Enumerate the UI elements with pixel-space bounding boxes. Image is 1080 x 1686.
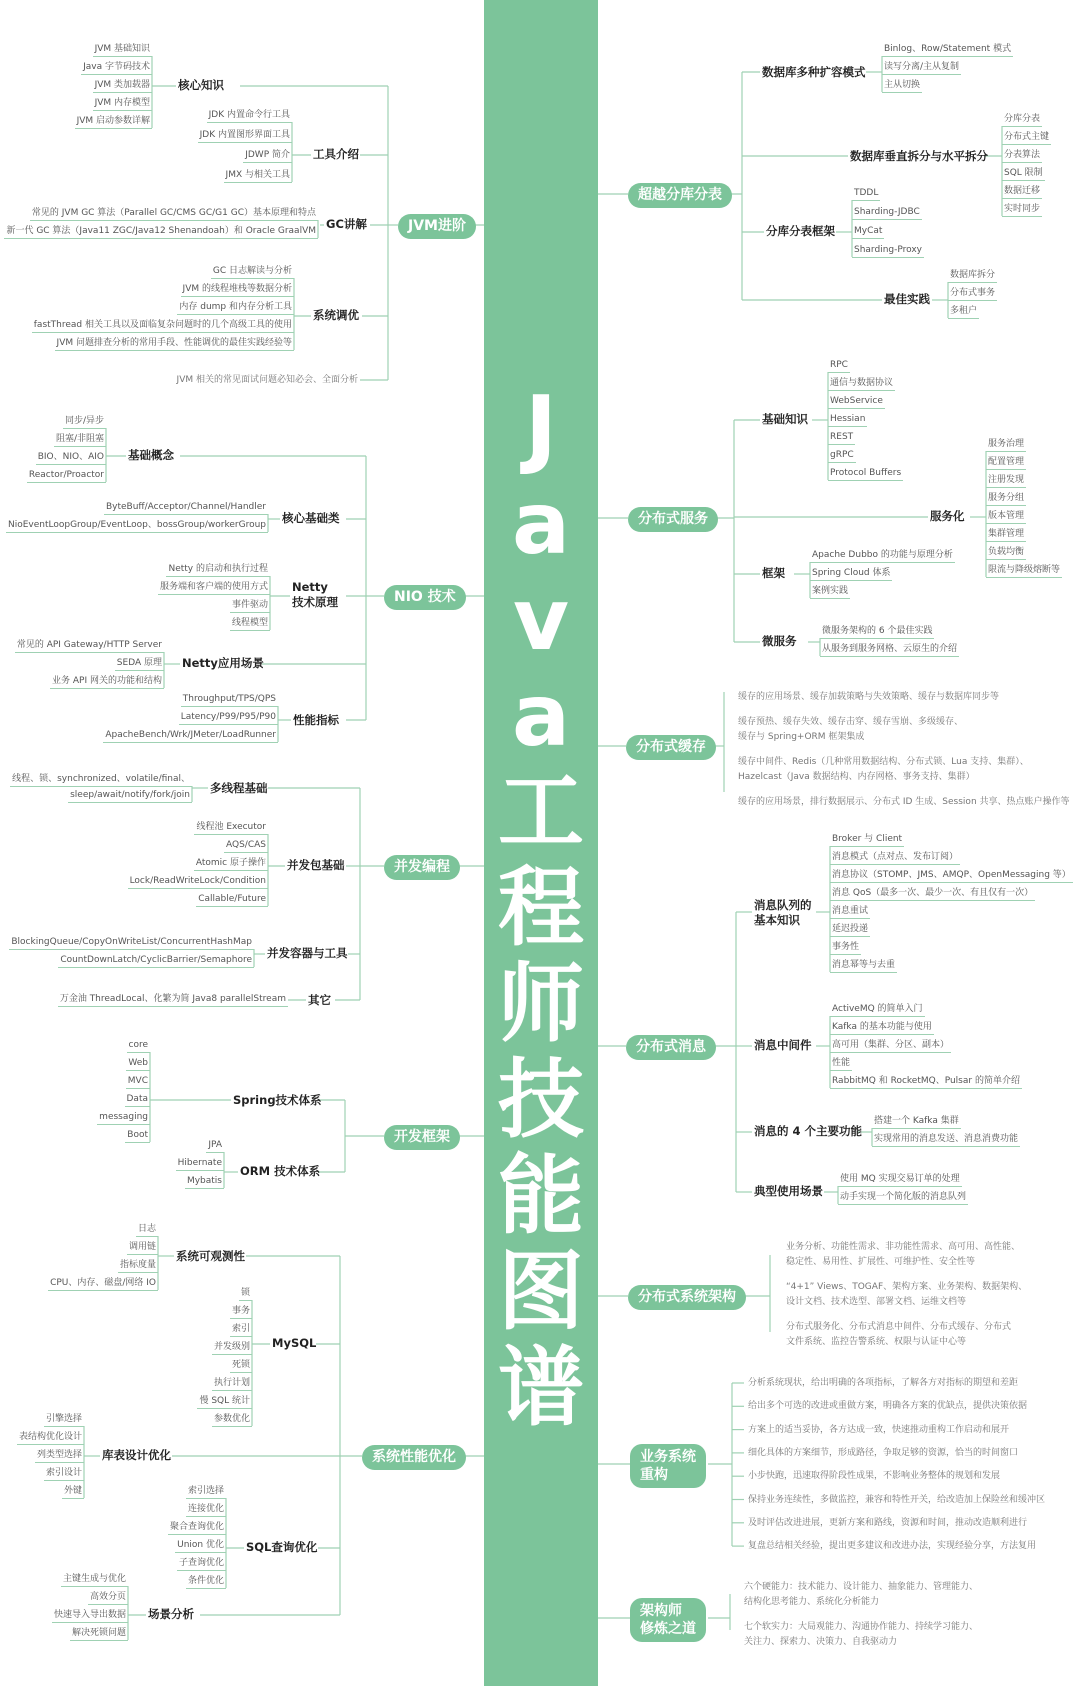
- mq-mw-leaf: ActiveMQ 的简单入门: [830, 1002, 925, 1017]
- fw-spring-leaf: Web: [126, 1056, 150, 1071]
- category-concurrency: 并发编程: [384, 855, 460, 880]
- conc-pkg-leaf: Atomic 原子操作: [194, 856, 268, 871]
- conc-pkg-leaf: 线程池 Executor: [194, 820, 268, 835]
- subcategory-mq-four: 消息的 4 个主要功能: [754, 1124, 863, 1138]
- path-text: 关注力、探索力、决策力、自我驱动力: [744, 1637, 898, 1647]
- title-char: a: [511, 474, 571, 574]
- dsvc-micro-leaf: 微服务架构的 6 个最佳实践: [820, 624, 934, 639]
- shard-best-leaf: 分布式事务: [948, 286, 997, 301]
- refactor-text: 复盘总结相关经验，提出更多建议和改进办法，实现经验分享，方法复用: [748, 1541, 1037, 1552]
- title-char: 图: [498, 1242, 584, 1342]
- subcategory-rpc-basic: 基础知识: [762, 412, 808, 426]
- obs-leaf: CPU、内存、磁盘/网络 IO: [48, 1276, 158, 1291]
- subcategory-basic-concepts: 基础概念: [128, 448, 174, 462]
- subcategory-conc-pkg: 并发包基础: [287, 858, 345, 872]
- shard-split-leaf: 实时同步: [1002, 202, 1042, 217]
- refactor-text: 小步快跑，迅速取得阶段性成果，不影响业务整体的规划和发展: [748, 1471, 1001, 1482]
- category-frameworks: 开发框架: [384, 1125, 460, 1150]
- path-text: 七个软实力：大局观能力、沟通协作能力、持续学习能力、: [744, 1622, 979, 1632]
- subcategory-core-knowledge: 核心知识: [178, 78, 224, 92]
- dsvc-micro-leaf: 从服务到服务网格、云原生的介绍: [820, 642, 959, 657]
- title-char: J: [525, 378, 557, 478]
- subcategory-servicization: 服务化: [930, 509, 965, 523]
- jvm-core-leaf: JVM 启动参数详解: [75, 114, 152, 129]
- cache-text: 缓存的应用场景，排行数据展示、分布式 ID 生成、Session 共享、热点账户操作等: [738, 797, 1070, 807]
- scene-leaf: 解决死锁问题: [70, 1626, 128, 1641]
- category-dist-mq: 分布式消息: [626, 1035, 716, 1060]
- nio-netty-leaf: 事件驱动: [230, 598, 270, 613]
- sql-leaf: 条件优化: [186, 1574, 226, 1589]
- nio-perf-leaf: Latency/P99/P95/P90: [179, 710, 278, 725]
- nio-netty-leaf: 线程模型: [230, 616, 270, 631]
- title-char: 程: [498, 858, 584, 958]
- mq-use-leaf: 使用 MQ 实现交易订单的处理: [838, 1172, 962, 1187]
- jvm-tune-leaf: JVM 问题排查分析的常用手段、性能调优的最佳实践经验等: [55, 336, 294, 351]
- title-char: 师: [498, 954, 584, 1054]
- subcategory-spring: Spring技术体系: [233, 1093, 322, 1107]
- table-leaf: 列类型选择: [35, 1448, 84, 1463]
- nio-netty-leaf: 服务端和客户端的使用方式: [158, 580, 270, 595]
- subcategory-mq-basic: [754, 898, 812, 928]
- dsvc-basic-leaf: gRPC: [828, 448, 856, 463]
- nio-core-leaf: ByteBuff/Acceptor/Channel/Handler: [104, 500, 268, 515]
- title-char: 能: [498, 1146, 584, 1246]
- category-jvm: JVM进阶: [398, 214, 476, 239]
- subcategory-conc-other: 其它: [308, 993, 331, 1007]
- shard-split-leaf: 分库分表: [1002, 112, 1042, 127]
- fw-spring-leaf: messaging: [97, 1110, 150, 1125]
- category-dist-service: 分布式服务: [628, 507, 718, 532]
- jvm-tune-leaf: 内存 dump 和内存分析工具: [177, 300, 294, 315]
- subcategory-perf-metrics: 性能指标: [293, 713, 339, 727]
- category-architect-path-label2: 修炼之道: [640, 1621, 696, 1637]
- category-sharding: 超越分库分表: [628, 183, 732, 208]
- table-leaf: 表结构优化设计: [17, 1430, 84, 1445]
- conc-pkg-leaf: Callable/Future: [196, 892, 268, 907]
- arch-text: 业务分析、功能性需求、非功能性需求、高可用、高性能、: [786, 1242, 1021, 1252]
- nio-netty-leaf: Netty 的启动和执行过程: [166, 562, 270, 577]
- dsvc-basic-leaf: WebService: [828, 394, 885, 409]
- refactor-text: 保持业务连续性，多做监控，兼容和特性开关，给改造加上保险丝和缓冲区: [748, 1494, 1046, 1505]
- title-char: 谱: [498, 1338, 584, 1438]
- fw-orm-leaf: Mybatis: [185, 1174, 224, 1189]
- nio-scene-leaf: SEDA 原理: [115, 656, 164, 671]
- subcategory-tuning: 系统调优: [313, 308, 359, 322]
- fw-spring-leaf: Boot: [125, 1128, 150, 1143]
- shard-best-leaf: 数据库拆分: [948, 268, 997, 283]
- mq-four-leaf: 实现常用的消息发送、消息消费功能: [872, 1132, 1020, 1147]
- title-char: v: [512, 570, 570, 670]
- shard-best-leaf: 多租户: [948, 304, 979, 319]
- category-dist-arch: 分布式系统架构: [628, 1285, 746, 1310]
- dsvc-svc-leaf: 负载均衡: [986, 545, 1026, 560]
- mq-basic-leaf: Broker 与 Client: [830, 832, 904, 847]
- sql-leaf: Union 优化: [175, 1538, 226, 1553]
- nio-perf-leaf: Throughput/TPS/QPS: [181, 692, 278, 707]
- shard-ext-leaf: 读写分离/主从复制: [882, 60, 961, 75]
- dsvc-svc-leaf: 版本管理: [986, 509, 1026, 524]
- dsvc-frame-leaf: Spring Cloud 体系: [810, 566, 892, 581]
- shard-frame-leaf: MyCat: [852, 224, 884, 239]
- subcategory-scene: 场景分析: [148, 1607, 194, 1621]
- dsvc-basic-leaf: RPC: [828, 358, 850, 373]
- mysql-leaf: 死锁: [230, 1358, 252, 1373]
- mysql-leaf: 并发级别: [212, 1340, 252, 1355]
- mq-basic-leaf: 延迟投递: [830, 922, 870, 937]
- cache-text: 缓存与 Spring+ORM 框架集成: [738, 732, 865, 742]
- subcategory-netty-scene: Netty应用场景: [182, 656, 264, 670]
- mq-basic-leaf: 消息重试: [830, 904, 870, 919]
- arch-text: 分布式服务化、分布式消息中间件、分布式缓存、分布式: [786, 1322, 1012, 1332]
- subcategory-mq-use: 典型使用场景: [754, 1184, 823, 1198]
- dsvc-basic-leaf: 通信与数据协议: [828, 376, 895, 391]
- category-nio: NIO 技术: [384, 585, 466, 610]
- jvm-tune-leaf: GC 日志解读与分析: [211, 264, 294, 279]
- shard-frame-leaf: TDDL: [852, 186, 880, 201]
- subcategory-sql-opt: SQL查询优化: [246, 1540, 318, 1554]
- jvm-tools-leaf: JDK 内置命令行工具: [207, 108, 292, 123]
- mq-basic-leaf: 消息协议（STOMP、JMS、AMQP、OpenMessaging 等）: [830, 868, 1073, 883]
- scene-leaf: 快速导入导出数据: [52, 1608, 128, 1623]
- mq-mw-leaf: RabbitMQ 和 RocketMQ、Pulsar 的简单介绍: [830, 1074, 1022, 1089]
- obs-leaf: 调用链: [127, 1240, 158, 1255]
- dsvc-basic-leaf: Hessian: [828, 412, 867, 427]
- shard-ext-leaf: 主从切换: [882, 78, 922, 93]
- subcategory-orm: ORM 技术体系: [240, 1164, 321, 1178]
- category-dist-cache: 分布式缓存: [626, 735, 716, 760]
- nio-basic-leaf: BIO、NIO、AIO: [36, 450, 106, 465]
- subcategory-db-ext: 数据库多种扩容模式: [762, 65, 866, 79]
- fw-spring-leaf: Data: [125, 1092, 151, 1107]
- subcategory-frame: 框架: [762, 566, 785, 580]
- table-leaf: 引擎选择: [44, 1412, 84, 1427]
- subcategory-netty-label1: Netty: [292, 580, 328, 594]
- category-architect-path: [630, 1598, 706, 1642]
- subcategory-db-split: 数据库垂直拆分与水平拆分: [850, 149, 988, 163]
- dsvc-svc-leaf: 配置管理: [986, 455, 1026, 470]
- dsvc-svc-leaf: 集群管理: [986, 527, 1026, 542]
- category-perf-opt: 系统性能优化: [362, 1445, 466, 1470]
- shard-split-leaf: 分表算法: [1002, 148, 1042, 163]
- subcategory-table-design: 库表设计优化: [102, 1448, 171, 1462]
- obs-leaf: 指标度量: [118, 1258, 158, 1273]
- shard-split-leaf: 分布式主键: [1002, 130, 1051, 145]
- mq-mw-leaf: 高可用（集群、分区、副本）: [830, 1038, 951, 1053]
- fw-orm-leaf: Hibernate: [176, 1156, 224, 1171]
- fw-orm-leaf: JPA: [206, 1138, 224, 1153]
- mysql-leaf: 执行计划: [212, 1376, 252, 1391]
- title-char: a: [511, 666, 571, 766]
- nio-perf-leaf: ApacheBench/Wrk/JMeter/LoadRunner: [103, 728, 278, 743]
- subcategory-mq-middleware: 消息中间件: [754, 1038, 812, 1052]
- cache-text: 缓存预热、缓存失效、缓存击穿、缓存雪崩、多级缓存、: [738, 717, 964, 727]
- conc-thread-leaf: 线程、锁、synchronized、volatile/final、: [10, 772, 192, 787]
- mysql-leaf: 索引: [230, 1322, 252, 1337]
- shard-split-leaf: 数据迁移: [1002, 184, 1042, 199]
- subcategory-shard-frame: 分库分表框架: [766, 224, 835, 238]
- dsvc-svc-leaf: 限流与降级熔断等: [986, 563, 1062, 578]
- arch-text: “4+1” Views、TOGAF、架构方案、业务架构、数据架构、: [786, 1282, 1028, 1292]
- subcategory-gc: GC讲解: [326, 217, 367, 231]
- scene-leaf: 主键生成与优化: [61, 1572, 128, 1587]
- dsvc-frame-leaf: Apache Dubbo 的功能与原理分析: [810, 548, 955, 563]
- subcategory-best-practice: 最佳实践: [884, 292, 930, 306]
- cache-text: 缓存的应用场景、缓存加载策略与失效策略、缓存与数据库同步等: [738, 692, 1000, 702]
- jvm-tune-leaf: fastThread 相关工具以及面临复杂问题时的几个高级工具的使用: [32, 318, 294, 333]
- nio-basic-leaf: 同步/异步: [63, 414, 106, 429]
- jvm-core-leaf: Java 字节码技术: [81, 60, 152, 75]
- nio-basic-leaf: 阻塞/非阻塞: [54, 432, 106, 447]
- category-refactor: [630, 1444, 706, 1488]
- conc-coll-leaf: BlockingQueue/CopyOnWriteList/ConcurrentHashMap: [9, 935, 254, 950]
- subcategory-observability: 系统可观测性: [176, 1249, 245, 1263]
- cache-text: 缓存中间件、Redis（几种常用数据结构、分布式锁、Lua 支持、集群）、: [738, 757, 1029, 767]
- mq-basic-leaf: 消息幂等与去重: [830, 958, 897, 973]
- path-text: 六个硬能力：技术能力、设计能力、抽象能力、管理能力、: [744, 1582, 979, 1592]
- dsvc-svc-leaf: 服务分组: [986, 491, 1026, 506]
- subcategory-netty-label2: 技术原理: [292, 595, 338, 609]
- conc-thread-leaf: sleep/await/notify/fork/join: [68, 788, 192, 803]
- title-char: 技: [498, 1050, 584, 1150]
- jvm-tools-leaf: JDWP 简介: [243, 148, 292, 163]
- table-leaf: 外键: [62, 1484, 84, 1499]
- scene-leaf: 高效分页: [88, 1590, 128, 1605]
- conc-coll-leaf: CountDownLatch/CyclicBarrier/Semaphore: [58, 953, 254, 968]
- shard-split-leaf: SQL 限制: [1002, 166, 1045, 181]
- shard-ext-leaf: Binlog、Row/Statement 模式: [882, 42, 1013, 57]
- mysql-leaf: 参数优化: [212, 1412, 252, 1427]
- sql-leaf: 索引选择: [186, 1484, 226, 1499]
- nio-basic-leaf: Reactor/Proactor: [27, 468, 106, 483]
- nio-core-leaf: NioEventLoopGroup/EventLoop、bossGroup/workerGroup: [6, 518, 268, 533]
- subcategory-mq-basic-label2: 基本知识: [754, 913, 800, 927]
- mq-basic-leaf: 事务性: [830, 940, 861, 955]
- subcategory-multithread: 多线程基础: [210, 781, 268, 795]
- fw-spring-leaf: core: [127, 1038, 151, 1053]
- jvm-interview-note: JVM 相关的常见面试问题必知必会、全面分析: [176, 375, 358, 385]
- arch-text: 设计文档、技术选型、部署文档、运维文档等: [786, 1297, 967, 1307]
- dsvc-svc-leaf: 注册发现: [986, 473, 1026, 488]
- mysql-leaf: 事务: [230, 1304, 252, 1319]
- page-title: [484, 380, 598, 1436]
- obs-leaf: 日志: [136, 1222, 158, 1237]
- title-char: 工: [498, 762, 584, 862]
- jvm-tools-leaf: JDK 内置图形界面工具: [198, 128, 292, 143]
- dsvc-frame-leaf: 案例实践: [810, 584, 850, 599]
- nio-scene-leaf: 常见的 API Gateway/HTTP Server: [15, 638, 164, 653]
- dsvc-svc-leaf: 服务治理: [986, 437, 1026, 452]
- table-leaf: 索引设计: [44, 1466, 84, 1481]
- jvm-tune-leaf: JVM 的线程堆栈等数据分析: [181, 282, 294, 297]
- mq-mw-leaf: 性能: [830, 1056, 852, 1071]
- mq-four-leaf: 搭建一个 Kafka 集群: [872, 1114, 961, 1129]
- jvm-tools-leaf: JMX 与相关工具: [224, 168, 292, 183]
- refactor-text: 分析系统现状，给出明确的各项指标，了解各方对指标的期望和差距: [748, 1378, 1019, 1388]
- arch-text: 稳定性、易用性、扩展性、可维护性、安全性等: [786, 1257, 976, 1267]
- refactor-text: 细化具体的方案细节，形成路径，争取足够的资源，恰当的时间窗口: [748, 1447, 1019, 1458]
- conc-other-leaf: 万金油 ThreadLocal、化繁为简 Java8 parallelStream: [58, 992, 288, 1007]
- nio-scene-leaf: 业务 API 网关的功能和结构: [50, 674, 164, 689]
- jvm-gc-leaf: 常见的 JVM GC 算法（Parallel GC/CMS GC/G1 GC）基本原理和特点: [30, 206, 318, 221]
- mq-basic-leaf: 消息 QoS（最多一次、最少一次、有且仅有一次）: [830, 886, 1035, 901]
- refactor-text: 方案上的适当妥协，各方达成一致，快速推动重构工作启动和展开: [748, 1424, 1010, 1435]
- mq-use-leaf: 动手实现一个简化版的消息队列: [838, 1190, 968, 1205]
- shard-frame-leaf: Sharding-JDBC: [852, 205, 922, 220]
- dsvc-basic-leaf: REST: [828, 430, 855, 445]
- category-architect-path-label1: 架构师: [640, 1603, 682, 1619]
- sql-leaf: 子查询优化: [177, 1556, 226, 1571]
- category-refactor-label2: 重构: [640, 1467, 668, 1483]
- subcategory-mq-basic-label1: 消息队列的: [754, 898, 812, 912]
- subcategory-netty: [292, 580, 338, 610]
- jvm-core-leaf: JVM 内存模型: [93, 96, 152, 111]
- path-text: 结构化思考能力、系统化分析能力: [744, 1597, 880, 1607]
- arch-text: 文件系统、监控告警系统、权限与认证中心等: [786, 1337, 967, 1347]
- jvm-core-leaf: JVM 类加载器: [93, 78, 152, 93]
- mysql-leaf: 锁: [239, 1286, 252, 1301]
- subcategory-core-classes: 核心基础类: [282, 511, 340, 525]
- category-refactor-label1: 业务系统: [640, 1449, 696, 1465]
- jvm-gc-leaf: 新一代 GC 算法（Java11 ZGC/Java12 Shenandoah）和 Oracle GraalVM: [4, 224, 318, 239]
- refactor-text: 给出多个可选的改进或重做方案，明确各方案的优缺点，提供决策依据: [748, 1401, 1028, 1412]
- fw-spring-leaf: MVC: [126, 1074, 150, 1089]
- refactor-text: 及时评估改进进展，更新方案和路线，资源和时间，推动改造顺利进行: [748, 1517, 1028, 1528]
- conc-pkg-leaf: AQS/CAS: [224, 838, 268, 853]
- sql-leaf: 连接优化: [186, 1502, 226, 1517]
- conc-pkg-leaf: Lock/ReadWriteLock/Condition: [128, 874, 268, 889]
- jvm-core-leaf: JVM 基础知识: [93, 42, 152, 57]
- subcategory-tools: 工具介绍: [313, 147, 359, 161]
- mq-mw-leaf: Kafka 的基本功能与使用: [830, 1020, 934, 1035]
- subcategory-conc-coll: 并发容器与工具: [267, 946, 348, 960]
- mq-basic-leaf: 消息模式（点对点、发布订阅）: [830, 850, 960, 865]
- mysql-leaf: 慢 SQL 统计: [197, 1394, 252, 1409]
- subcategory-mysql: MySQL: [272, 1336, 317, 1350]
- shard-frame-leaf: Sharding-Proxy: [852, 243, 924, 258]
- cache-text: Hazelcast（Java 数据结构、内存网格、事务支持、集群）: [738, 772, 975, 782]
- sql-leaf: 聚合查询优化: [168, 1520, 226, 1535]
- subcategory-microservice: 微服务: [762, 634, 797, 648]
- dsvc-basic-leaf: Protocol Buffers: [828, 466, 903, 481]
